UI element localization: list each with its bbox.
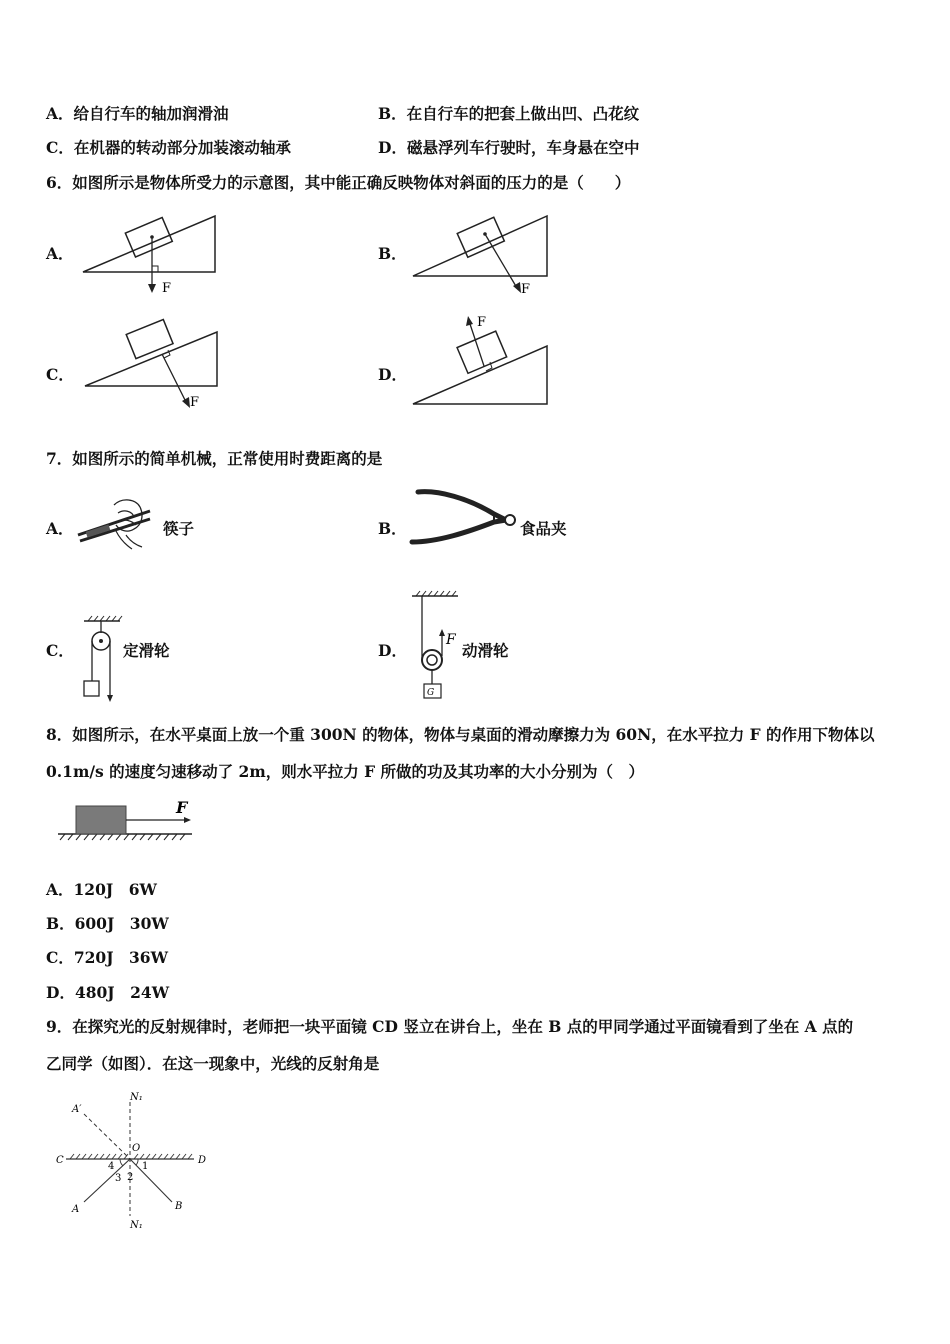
q5-option-b[interactable]: B．在自行车的把套上做出凹、凸花纹 xyxy=(378,104,640,123)
q5-option-a[interactable]: A．给自行车的轴加润滑油 xyxy=(46,104,229,123)
q7-stem: 7．如图所示的简单机械，正常使用时费距离的是 xyxy=(46,449,383,468)
q6-option-c[interactable]: C． xyxy=(46,365,74,384)
q7-chopsticks-figure xyxy=(76,495,156,555)
q8-option-b[interactable]: B．600J 30W xyxy=(46,914,169,933)
q9-label-a-prime: A′ xyxy=(72,1104,82,1115)
q6-b-force-label: F xyxy=(521,282,531,297)
q6-option-d[interactable]: D． xyxy=(378,365,407,384)
q7-caption-c: 定滑轮 xyxy=(123,641,170,660)
q9-label-b: B xyxy=(175,1201,183,1212)
q7-d-weight-label: G xyxy=(427,688,435,698)
q9-label-n1-top: N₁ xyxy=(130,1092,143,1103)
q7-caption-d: 动滑轮 xyxy=(462,641,509,660)
q9-stem-line1: 9．在探究光的反射规律时，老师把一块平面镜 CD 竖立在讲台上，坐在 B 点的甲同学通过平面镜看到了坐在 A 点的 xyxy=(46,1017,854,1036)
q6-figure-b xyxy=(410,200,560,300)
q8-stem-line2: 0.1m/s 的速度匀速移动了 2m，则水平拉力 F 所做的功及其功率的大小分别为（ ） xyxy=(46,762,645,781)
q8-stem-line1: 8．如图所示，在水平桌面上放一个重 300N 的物体，物体与桌面的滑动摩擦力为 60N，在水平拉力 F 的作用下物体以 xyxy=(46,725,875,744)
q7-d-force-label: F xyxy=(446,632,456,648)
q5-option-c[interactable]: C．在机器的转动部分加装滚动轴承 xyxy=(46,138,291,157)
q7-option-a[interactable]: A． xyxy=(46,519,74,538)
q6-figure-c xyxy=(80,318,230,418)
q7-fixed-pulley-figure xyxy=(80,615,124,705)
q7-option-d[interactable]: D． xyxy=(378,641,407,660)
q9-label-n1-bottom: N₁ xyxy=(130,1220,143,1231)
q9-label-d: D xyxy=(198,1155,207,1166)
q6-option-a[interactable]: A． xyxy=(46,244,74,263)
q9-label-o: O xyxy=(132,1143,141,1154)
q7-option-b[interactable]: B． xyxy=(378,519,407,538)
q6-figure-d xyxy=(410,310,560,410)
q8-option-a[interactable]: A．120J 6W xyxy=(46,880,157,899)
q6-a-force-label: F xyxy=(162,281,172,296)
q9-label-c: C xyxy=(56,1155,64,1166)
q6-d-force-label: F xyxy=(477,315,487,330)
q9-label-a: A xyxy=(72,1204,80,1215)
q5-option-d[interactable]: D．磁悬浮列车行驶时，车身悬在空中 xyxy=(378,138,640,157)
q7-caption-b: 食品夹 xyxy=(520,519,567,538)
q9-label-angle4: 4 xyxy=(108,1161,115,1172)
q8-figure xyxy=(56,796,196,842)
q7-caption-a: 筷子 xyxy=(163,519,195,538)
q8-option-d[interactable]: D．480J 24W xyxy=(46,983,170,1002)
q6-option-b[interactable]: B． xyxy=(378,244,407,263)
q7-food-tongs-figure xyxy=(408,484,520,550)
q9-label-angle1: 1 xyxy=(142,1161,149,1172)
q8-force-label: F xyxy=(176,798,188,817)
q9-label-angle2: 2 xyxy=(127,1172,134,1183)
q6-figure-a xyxy=(80,200,230,300)
q9-reflection-diagram xyxy=(54,1088,214,1234)
q6-stem: 6．如图所示是物体所受力的示意图，其中能正确反映物体对斜面的压力的是（ ） xyxy=(46,173,631,192)
q7-movable-pulley-figure xyxy=(410,590,462,706)
q9-stem-line2: 乙同学（如图）．在这一现象中，光线的反射角是 xyxy=(46,1054,380,1073)
q9-label-angle3: 3 xyxy=(115,1173,122,1184)
q6-c-force-label: F xyxy=(190,395,200,410)
q8-option-c[interactable]: C．720J 36W xyxy=(46,948,169,967)
q7-option-c[interactable]: C． xyxy=(46,641,74,660)
